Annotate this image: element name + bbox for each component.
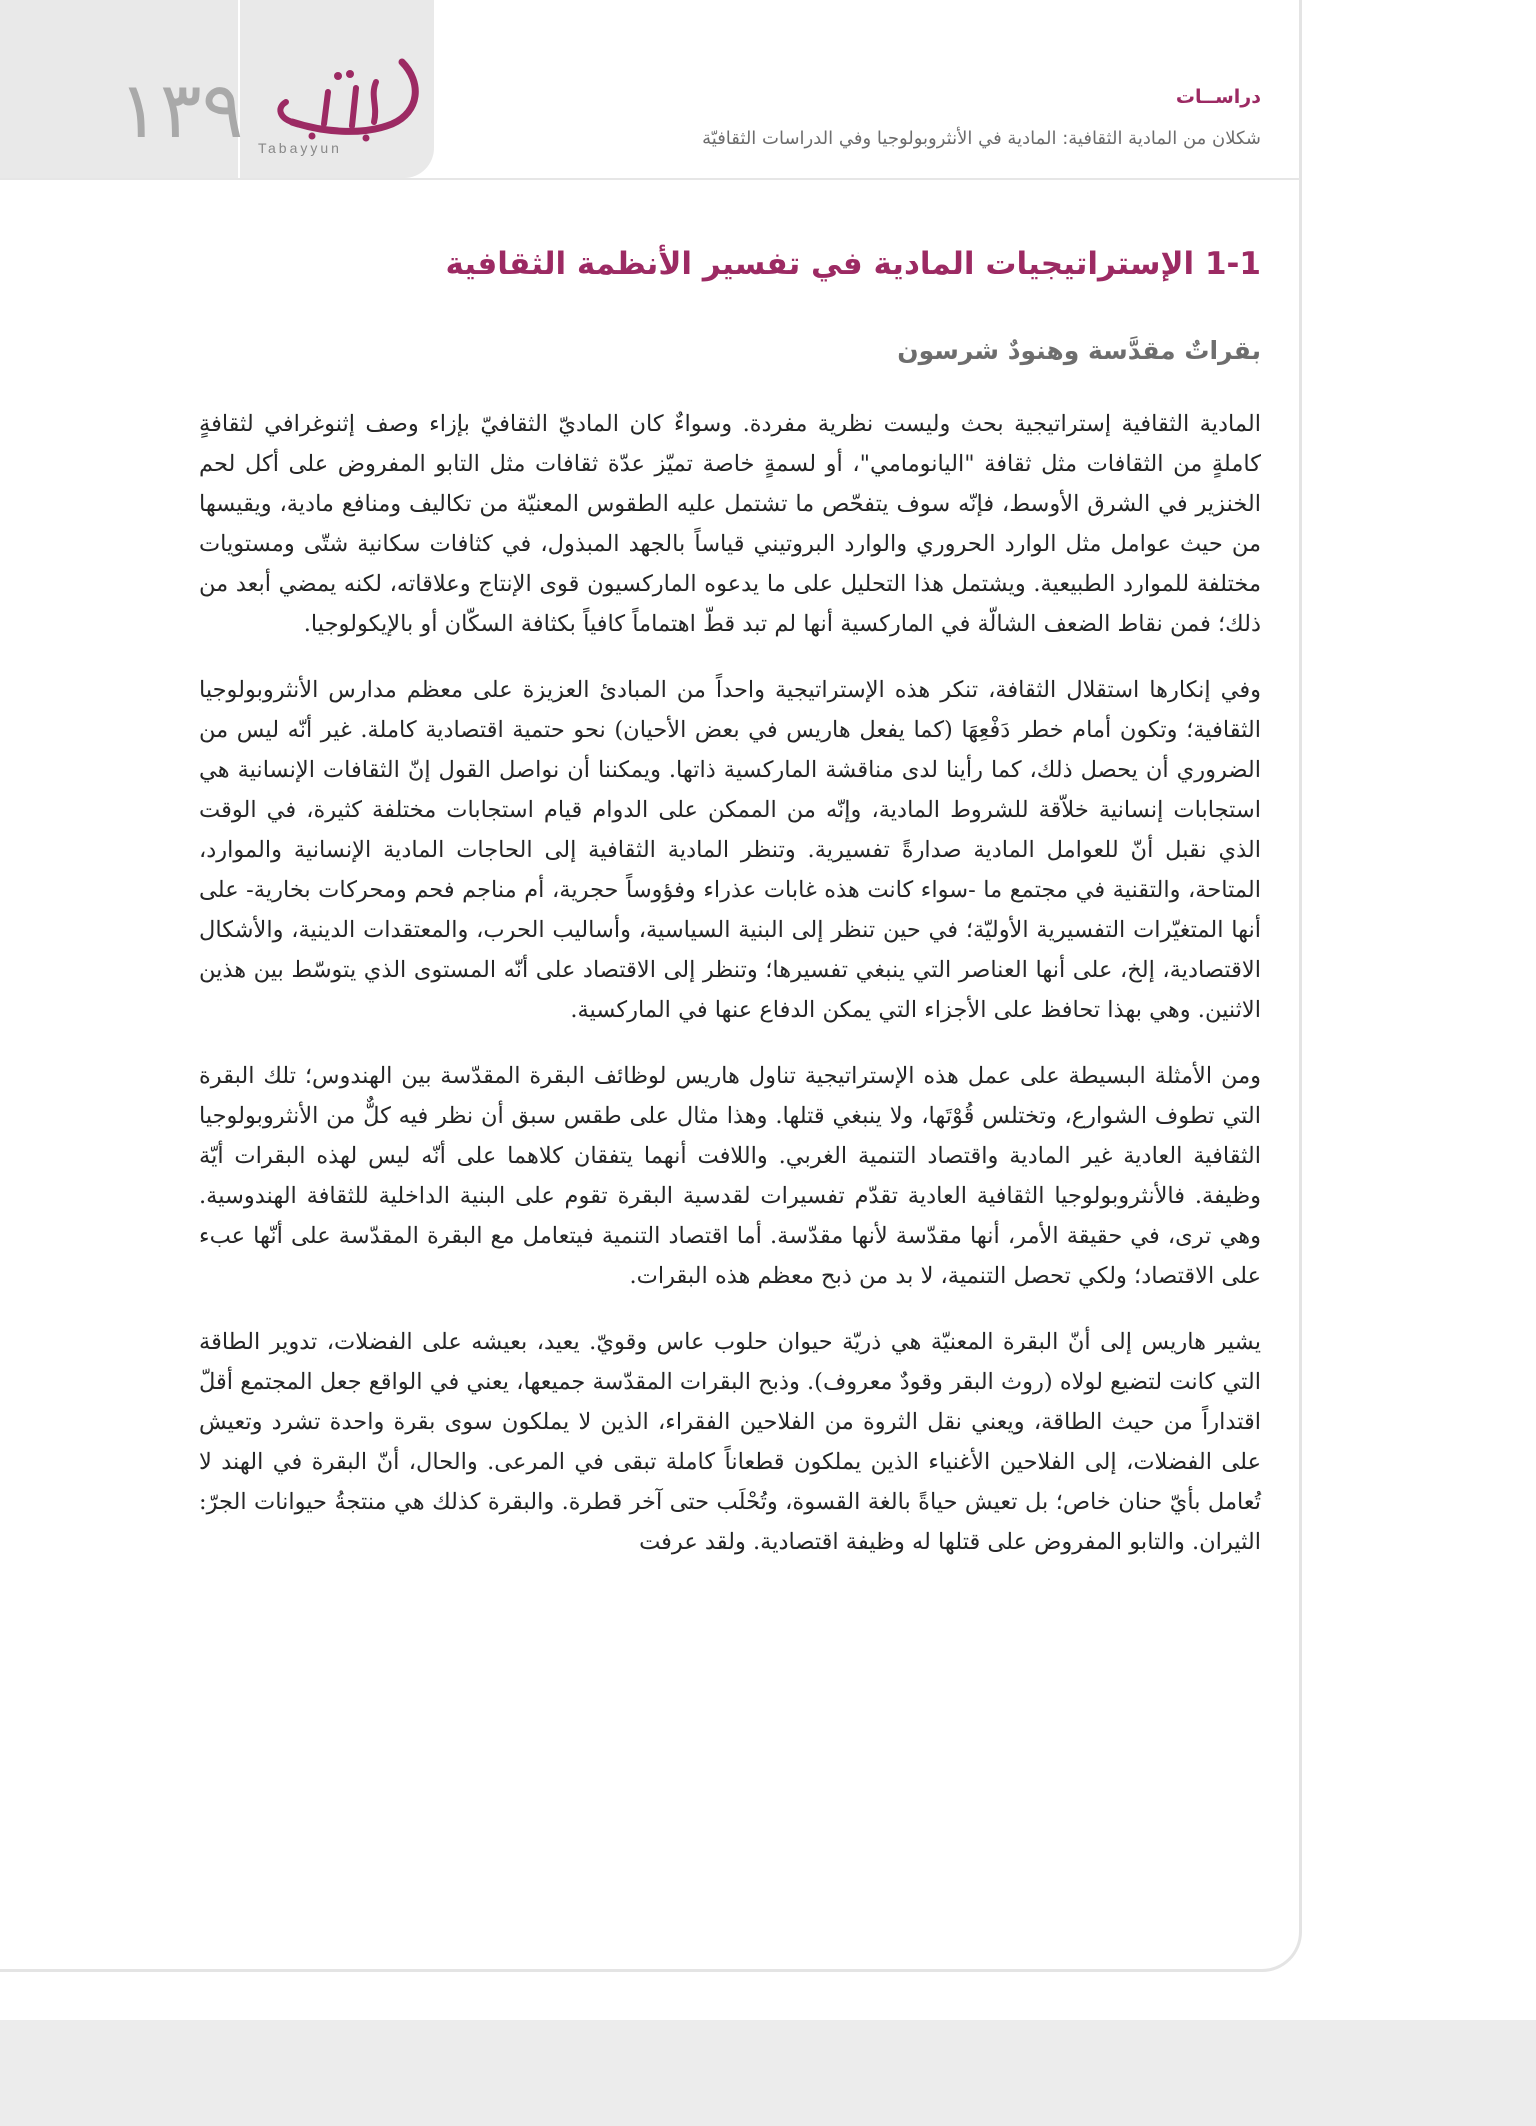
section-heading: 1-1 الإستراتيجيات المادية في تفسير الأنظمة الثقافية (445, 246, 1261, 282)
body-paragraph: يشير هاريس إلى أنّ البقرة المعنيّة هي ذريّة حيوان حلوب عاس وقويّ. يعيد، بعيشه على الفضلات، تدوير الطاقة التي كانت لتضيع لولاه (روث البقر وقودٌ معروف). وذبح البقرات المقدّسة جميعها، يعني في الواقع جعل المجتمع أقلّ اقتداراً من حيث الطاقة، ويعني نقل الثروة من الفلاحين الفقراء، الذين لا يملكون سوى بقرة واحدة تشرد وتعيش على الفضلات، إلى الفلاحين الأغنياء الذين يملكون قطعاناً كاملة تبقى في المرعى. والحال، أنّ البقرة في الهند لا تُعامل بأيّ حنان خاص؛ بل تعيش حياةً بالغة القسوة، وتُحْلَب حتى آخر قطرة. والبقرة كذلك هي منتجةُ حيوانات الجرّ: الثيران. والتابو المفروض على قتلها له وظيفة اقتصادية. ولقد عرفت (199, 1329, 1261, 1555)
logo-latin-text: Tabayyun (258, 140, 342, 156)
article-body (199, 404, 1261, 1562)
logo-calligraphy-icon (252, 52, 428, 144)
header-divider (0, 178, 1300, 180)
footer-band (0, 2020, 1536, 2126)
body-paragraph: المادية الثقافية إستراتيجية بحث وليست نظرية مفردة. وسواءٌ كان الماديّ الثقافيّ بإزاء وصف إثنوغرافي لثقافةٍ كاملةٍ من الثقافات مثل ثقافة "اليانومامي"، أو لسمةٍ خاصة تميّز عدّة ثقافات مثل التابو المفروض على أكل لحم الخنزير في الشرق الأوسط، فإنّه سوف يتفحّص ما تشتمل عليه الطقوس المعنيّة من تكاليف ومنافع مادية، ويقيسها من حيث عوامل مثل الوارد الحروري والوارد البروتيني قياساً بالجهد المبذول، في كثافات سكانية شتّى ومستويات مختلفة للموارد الطبيعية. ويشتمل هذا التحليل على ما يدعوه الماركسيون قوى الإنتاج وعلاقاته، لكنه يمضي أبعد من ذلك؛ فمن نقاط الضعف الشالّة في الماركسية أنها لم تبد قطّ اهتماماً كافياً بكثافة السكّان أو بالإيكولوجيا. (199, 411, 1261, 637)
body-paragraph: ومن الأمثلة البسيطة على عمل هذه الإستراتيجية تناول هاريس لوظائف البقرة المقدّسة بين الهندوس؛ تلك البقرة التي تطوف الشوارع، وتختلس قُوْتَها، ولا ينبغي قتلها. وهذا مثال على طقس سبق أن نظر فيه كلٌّ من الأنثروبولوجيا الثقافية العادية غير المادية واقتصاد التنمية الغربي. واللافت أنهما يتفقان كلاهما على أنّه ليس لهذه البقرات أيّة وظيفة. فالأنثروبولوجيا الثقافية العادية تقدّم تفسيرات لقدسية البقرة تقوم على البنية الداخلية للثقافة الهندوسية. وهي ترى، في حقيقة الأمر، أنها مقدّسة لأنها مقدّسة. أما اقتصاد التنمية فيتعامل مع البقرة المقدّسة على أنّها عبء على الاقتصاد؛ ولكي تحصل التنمية، لا بد من ذبح معظم هذه البقرات. (199, 1063, 1261, 1289)
journal-logo (252, 52, 428, 162)
section-label: دراســات (1175, 86, 1261, 108)
body-paragraph: وفي إنكارها استقلال الثقافة، تنكر هذه الإستراتيجية واحداً من المبادئ العزيزة على معظم مدارس الأنثروبولوجيا الثقافية؛ وتكون أمام خطر دَفْعِهَا (كما يفعل هاريس في بعض الأحيان) نحو حتمية اقتصادية كاملة. غير أنّه ليس من الضروري أن يحصل ذلك، كما رأينا لدى مناقشة الماركسية ذاتها. ويمكننا أن نواصل القول إنّ الثقافات الإنسانية هي استجابات إنسانية خلاّقة للشروط المادية، وإنّه من الممكن على الدوام قيام استجابات مختلفة كثيرة، في الوقت الذي نقبل أنّ للعوامل المادية صدارةً تفسيرية. وتنظر المادية الثقافية إلى الحاجات المادية الإنسانية والموارد، المتاحة، والتقنية في مجتمع ما -سواء كانت هذه غابات عذراء وفؤوساً حجرية، أم مناجم فحم ومحركات بخارية- على أنها المتغيّرات التفسيرية الأوليّة؛ في حين تنظر إلى البنية السياسية، وأساليب الحرب، والمعتقدات الدينية، والأشكال الاقتصادية، إلخ، على أنها العناصر التي ينبغي تفسيرها؛ وتنظر إلى الاقتصاد على أنّه المستوى الذي يتوسّط بين هذين الاثنين. وهي بهذا تحافظ على الأجزاء التي يمكن الدفاع عنها في الماركسية. (199, 677, 1261, 1023)
header-corner-box (0, 0, 434, 178)
page-number: ١٣٩ (118, 66, 244, 156)
running-title: شكلان من المادية الثقافية: المادية في الأنثروبولوجيا وفي الدراسات الثقافيّة (702, 128, 1261, 149)
section-subheading: بقراتٌ مقدَّسة وهنودٌ شرسون (897, 336, 1261, 365)
